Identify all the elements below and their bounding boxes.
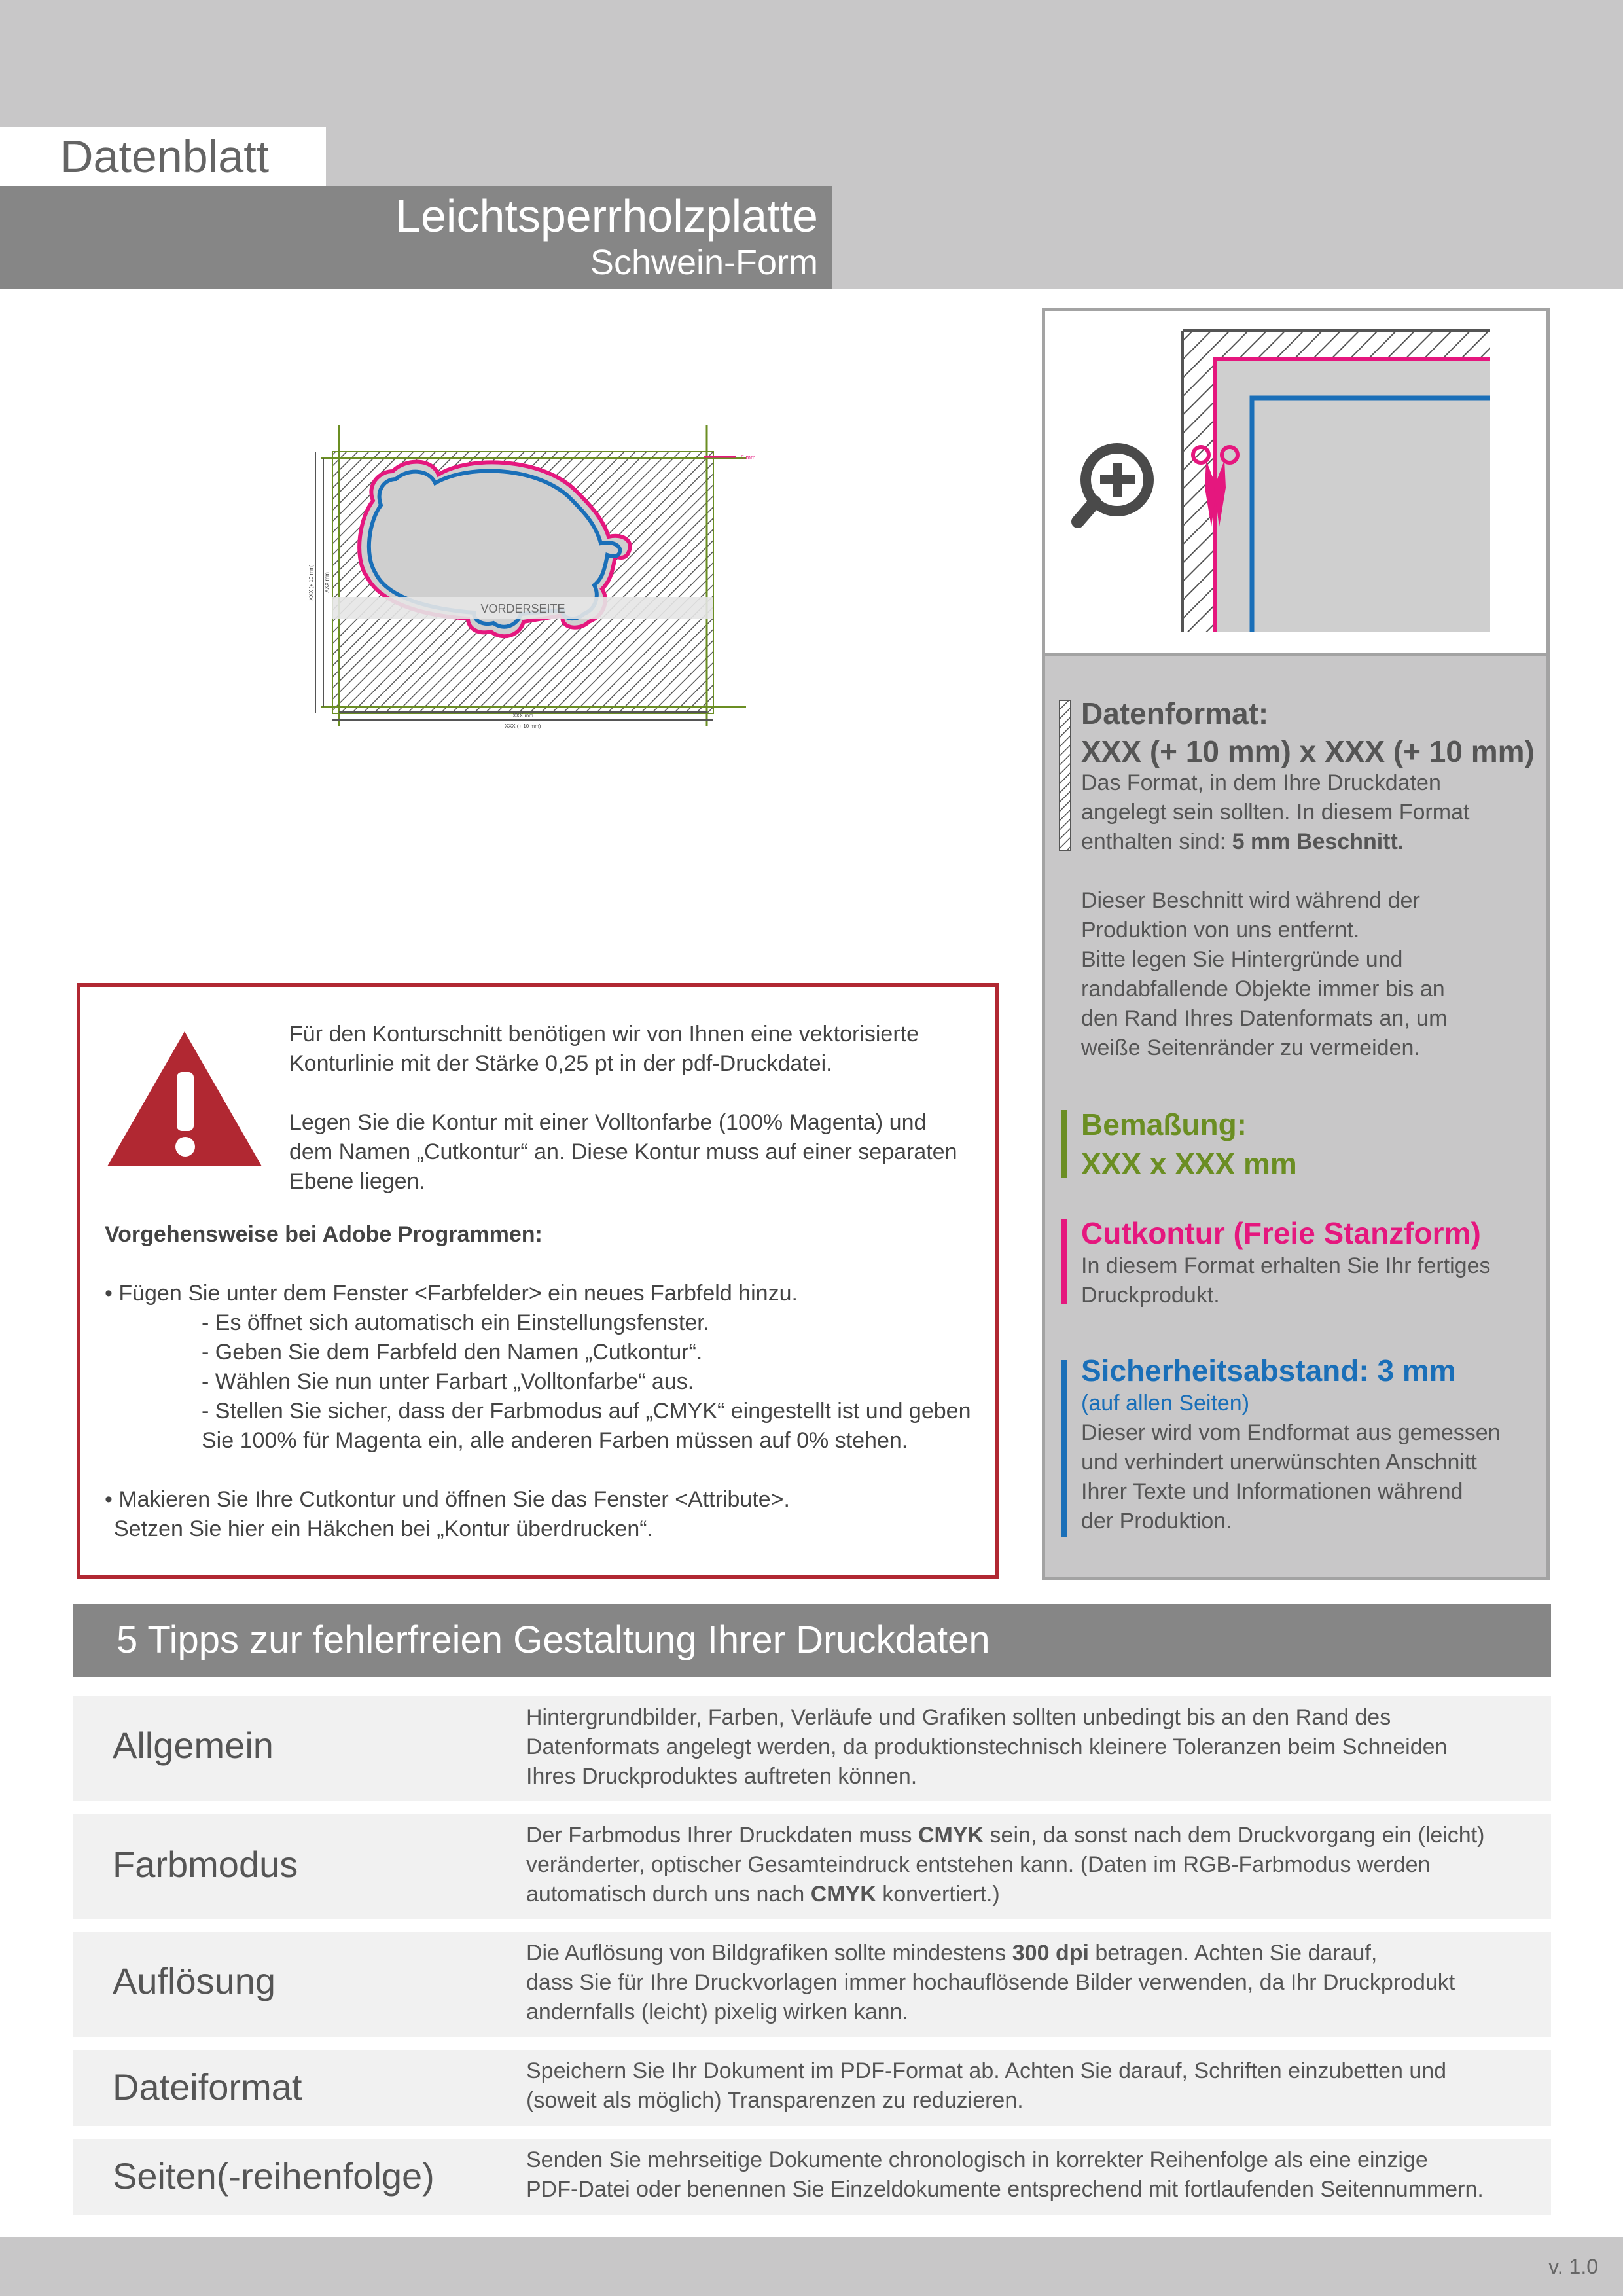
sicherheit-sub: (auf allen Seiten) [1081,1391,1250,1416]
tip-text-line: (soweit als möglich) Transparenzen zu reduzieren. [526,2088,1024,2113]
tip-text-line: veränderter, optischer Gesamteindruck entstehen kann. (Daten im RGB-Farbmodus werden [526,1852,1431,1877]
product-subtitle: Schwein-Form [590,243,818,282]
datenformat-size: XXX (+ 10 mm) x XXX (+ 10 mm) [1081,734,1535,768]
warning-substep-1: - Es öffnet sich automatisch ein Einstellungsfenster. [202,1310,710,1335]
datenformat-line-3: enthalten sind: 5 mm Beschnitt. [1081,829,1404,854]
bemassung-bar [1061,1110,1067,1178]
beschnitt-line-6: weiße Seitenränder zu vermeiden. [1081,1035,1420,1060]
tips-title: 5 Tipps zur fehlerfreien Gestaltung Ihrer Druckdaten [116,1619,990,1661]
sicherheit-bar [1061,1360,1067,1537]
tip-text-line: Senden Sie mehrseitige Dokumente chronologisch in korrekter Reihenfolge als eine einzige [526,2147,1428,2172]
datenformat-title: Datenformat: [1081,696,1269,730]
tip-text-line: Die Auflösung von Bildgrafiken sollte mindestens 300 dpi betragen. Achten Sie darauf, [526,1941,1378,1965]
tip-text-line: dass Sie für Ihre Druckvorlagen immer hochauflösende Bilder verwenden, da Ihr Druckprodukt [526,1970,1455,1995]
warning-substep-2: - Geben Sie dem Farbfeld den Namen „Cutkontur“. [202,1340,703,1365]
sicherheit-line-4: der Produktion. [1081,1509,1232,1534]
beschnitt-line-2: Produktion von uns entfernt. [1081,918,1360,942]
tip-label: Dateiformat [113,2066,302,2108]
width-total-label: XXX (+ 10 mm) [505,723,541,729]
sicherheit-line-3: Ihrer Texte und Informationen während [1081,1479,1463,1504]
warning-heading: Vorgehensweise bei Adobe Programmen: [105,1222,543,1247]
warning-p1-line-1: Für den Konturschnitt benötigen wir von Ihnen eine vektorisierte [289,1022,919,1047]
warning-substep-5: Sie 100% für Magenta ein, alle anderen Farben müssen auf 0% stehen. [202,1428,908,1453]
warning-triangle-icon [105,1029,264,1169]
tip-label: Seiten(-reihenfolge) [113,2155,435,2197]
warning-p1-line-2: Konturlinie mit der Stärke 0,25 pt in der pdf-Druckdatei. [289,1051,832,1076]
warning-substep-4: - Stellen Sie sicher, dass der Farbmodus auf „CMYK“ eingestellt ist und geben [202,1399,971,1424]
warning-p2-line-3: Ebene liegen. [289,1169,425,1194]
warning-p2-line-1: Legen Sie die Kontur mit einer Volltonfarbe (100% Magenta) und [289,1110,927,1135]
bemassung-value: XXX x XXX mm [1081,1147,1297,1181]
tip-label: Auflösung [113,1960,276,2001]
sicherheit-line-1: Dieser wird vom Endformat aus gemessen [1081,1420,1501,1445]
magnifier-plus-icon [1078,448,1149,522]
bleed-label: 5 mm [741,454,756,461]
warning-p2-line-2: dem Namen „Cutkontur“ an. Diese Kontur muss auf einer separaten [289,1139,957,1164]
height-total-label: XXX (+ 10 mm) [308,564,314,601]
cutkontur-title: Cutkontur (Freie Stanzform) [1081,1216,1481,1250]
tip-text-line: Speichern Sie Ihr Dokument im PDF-Format ab. Achten Sie darauf, Schriften einzubetten und [526,2058,1447,2083]
width-label: XXX mm [512,713,533,719]
tip-text-line: andernfalls (leicht) pixelig wirken kann. [526,2000,908,2024]
footer-band [0,2237,1623,2296]
cutkontur-line-2: Druckprodukt. [1081,1283,1220,1308]
tip-text-line: Datenformats angelegt werden, da produktionstechnisch kleinere Toleranzen beim Schneiden [526,1734,1448,1759]
beschnitt-line-4: randabfallende Objekte immer bis an [1081,977,1445,1001]
datenformat-line-2: angelegt sein sollten. In diesem Format [1081,800,1470,825]
bemassung-title: Bemaßung: [1081,1107,1247,1141]
pig-shape-diagram [301,419,772,733]
cutkontur-bar [1061,1219,1067,1304]
tip-text-line: PDF-Datei oder benennen Sie Einzeldokumente entsprechend mit fortlaufenden Seitennummern. [526,2177,1484,2202]
hatch-indicator [1059,700,1071,851]
beschnitt-line-5: den Rand Ihres Datenformats an, um [1081,1006,1448,1031]
sicherheit-line-2: und verhindert unerwünschten Anschnitt [1081,1450,1477,1475]
tip-text-line: automatisch durch uns nach CMYK konvertiert.) [526,1882,1000,1907]
beschnitt-line-1: Dieser Beschnitt wird während der [1081,888,1420,913]
height-label: XXX mm [324,572,330,593]
tip-text-line: Ihres Druckproduktes auftreten können. [526,1764,918,1789]
beschnitt-line-3: Bitte legen Sie Hintergründe und [1081,947,1403,972]
document-type-label: Datenblatt [60,131,270,182]
front-side-label: VORDERSEITE [480,602,565,615]
product-title: Leichtsperrholzplatte [395,190,818,242]
datenformat-line-1: Das Format, in dem Ihre Druckdaten [1081,770,1441,795]
tip-text-line: Hintergrundbilder, Farben, Verläufe und Grafiken sollten unbedingt bis an den Rand des [526,1705,1391,1730]
cutkontur-line-1: In diesem Format erhalten Sie Ihr fertiges [1081,1253,1491,1278]
tip-text-line: Der Farbmodus Ihrer Druckdaten muss CMYK sein, da sonst nach dem Druckvorgang ein (leicht) [526,1823,1485,1848]
warning-step-2-line-2: Setzen Sie hier ein Häkchen bei „Kontur überdrucken“. [114,1516,654,1541]
warning-substep-3: - Wählen Sie nun unter Farbart „Volltonfarbe“ aus. [202,1369,694,1394]
warning-step-1: • Fügen Sie unter dem Fenster <Farbfelder> ein neues Farbfeld hinzu. [105,1281,798,1306]
warning-step-2-line-1: • Makieren Sie Ihre Cutkontur und öffnen Sie das Fenster <Attribute>. [105,1487,790,1512]
version-label: v. 1.0 [1548,2255,1598,2278]
zoom-detail [1045,311,1546,653]
tip-label: Farbmodus [113,1844,298,1885]
sicherheit-title: Sicherheitsabstand: 3 mm [1081,1354,1456,1388]
tip-label: Allgemein [113,1725,274,1766]
